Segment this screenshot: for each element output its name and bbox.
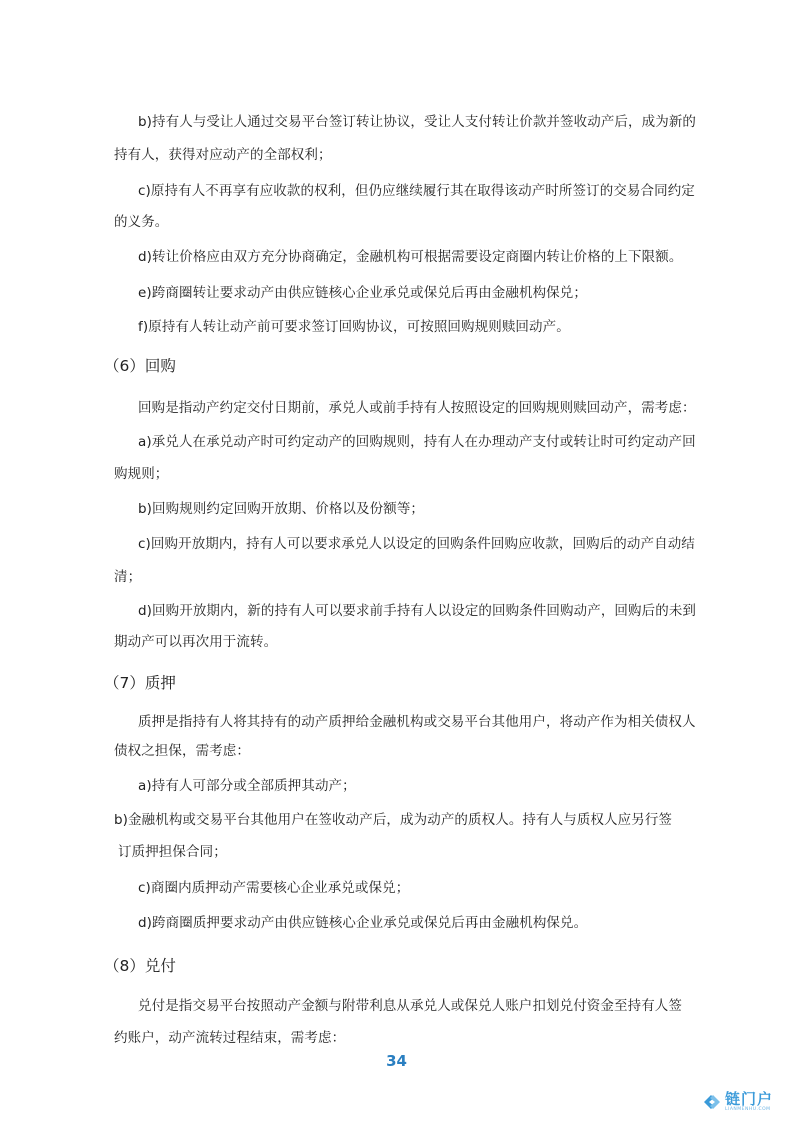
para-a-repurchase-rules-line1: a)承兑人在承兑动产时可约定动产的回购规则，持有人在办理动产支付或转让时可约定动产回 — [138, 434, 696, 450]
para-b-transfer-line1: b)持有人与受让人通过交易平台签订转让协议，受让人支付转让价款并签收动产后，成为新的 — [138, 114, 697, 130]
page-number: 34 — [386, 1052, 407, 1070]
para-c-repurchase-acceptor-line2: 清； — [114, 569, 142, 585]
para-c-repurchase-acceptor-line1: c)回购开放期内，持有人可以要求承兑人以设定的回购条件回购应收款，回购后的动产自动结 — [138, 536, 695, 552]
para-repurchase-intro: 回购是指动产约定交付日期前，承兑人或前手持有人按照设定的回购规则赎回动产，需考虑： — [138, 400, 696, 416]
para-a-repurchase-rules-line2: 购规则； — [114, 466, 169, 482]
para-d-transfer-price: d)转让价格应由双方充分协商确定，金融机构可根据需要设定商圈内转让价格的上下限额。 — [138, 249, 683, 265]
para-pledge-intro-line2: 债权之担保，需考虑： — [114, 743, 250, 759]
para-e-cross-circle-transfer: e)跨商圈转让要求动产由供应链核心企业承兑或保兑后再由金融机构保兑； — [138, 285, 587, 301]
para-f-repurchase-agreement: f)原持有人转让动产前可要求签订回购协议，可按照回购规则赎回动产。 — [138, 319, 570, 335]
para-c-original-holder-line1: c)原持有人不再享有应收款的权利，但仍应继续履行其在取得该动产时所签订的交易合同约定 — [138, 183, 695, 199]
para-pledge-intro-line1: 质押是指持有人将其持有的动产质押给金融机构或交易平台其他用户，将动产作为相关债权人 — [138, 714, 696, 730]
site-logo — [702, 1089, 773, 1113]
section-heading-pledge: （7）质押 — [104, 674, 176, 692]
section-heading-redemption: （8）兑付 — [104, 957, 176, 975]
para-b-transfer-line2: 持有人，获得对应动产的全部权利； — [114, 147, 332, 163]
logo-domain: LIANMENHU.COM — [724, 1106, 771, 1112]
section-heading-repurchase: （6）回购 — [104, 357, 176, 375]
para-c-original-holder-line2: 的义务。 — [114, 214, 169, 230]
para-b-repurchase-period: b)回购规则约定回购开放期、价格以及份额等； — [138, 501, 425, 517]
logo-name: 链门户 — [724, 1089, 773, 1108]
chain-logo-icon — [702, 1092, 722, 1112]
para-redemption-intro-line2: 约账户，动产流转过程结束，需考虑： — [114, 1030, 346, 1046]
para-d-repurchase-new-holder-line2: 期动产可以再次用于流转。 — [114, 634, 278, 650]
para-b-pledgee-line2: 订质押担保合同； — [118, 844, 227, 860]
para-c-pledge-in-circle: c)商圈内质押动产需要核心企业承兑或保兑； — [138, 880, 410, 896]
para-a-pledge-partial: a)持有人可部分或全部质押其动产； — [138, 778, 356, 794]
para-redemption-intro-line1: 兑付是指交易平台按照动产金额与附带利息从承兑人或保兑人账户扣划兑付资金至持有人签 — [138, 998, 682, 1014]
para-d-repurchase-new-holder-line1: d)回购开放期内，新的持有人可以要求前手持有人以设定的回购条件回购动产，回购后的未到 — [138, 603, 697, 619]
para-d-pledge-cross-circle: d)跨商圈质押要求动产由供应链核心企业承兑或保兑后再由金融机构保兑。 — [138, 915, 588, 931]
para-b-pledgee-line1: b)金融机构或交易平台其他用户在签收动产后，成为动产的质权人。持有人与质权人应另行签 — [114, 812, 673, 828]
